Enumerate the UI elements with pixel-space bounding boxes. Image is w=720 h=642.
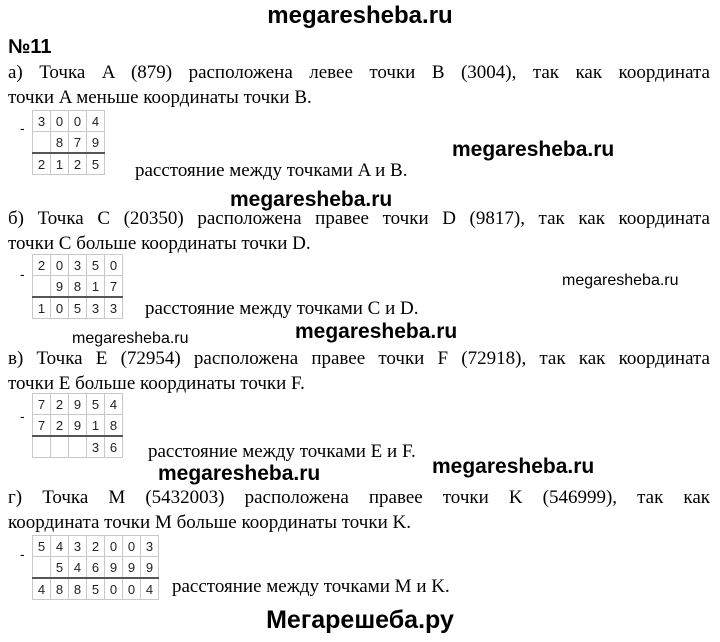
part-b-text: [8, 206, 710, 256]
digit: 9: [51, 276, 69, 298]
digit: 0: [51, 255, 69, 276]
digit: 9: [141, 557, 159, 579]
part-v-text: [8, 346, 710, 396]
digit: [51, 436, 69, 458]
digit: [33, 436, 51, 458]
part-g-subtraction-grid: [32, 535, 159, 600]
digit: 0: [51, 297, 69, 319]
part-g-minuend-row: [33, 536, 159, 557]
digit: 0: [105, 255, 123, 276]
digit: [33, 276, 51, 298]
digit: 4: [87, 111, 105, 132]
part-b-subtraction-grid: [32, 254, 123, 319]
task-number: №11: [8, 36, 52, 58]
digit: [69, 436, 87, 458]
digit: 3: [87, 297, 105, 319]
digit: 7: [33, 394, 51, 415]
part-b-caption: расстояние между точками C и D.: [145, 298, 419, 319]
digit: 5: [87, 394, 105, 415]
part-a-line1: а) Точка A (879) расположена левее точки B (3004), так как координата: [8, 62, 710, 83]
digit: 7: [105, 276, 123, 298]
part-b-line2: точки C больше координаты точки D.: [8, 233, 311, 254]
part-a-caption: расстояние между точками A и B.: [135, 160, 408, 181]
digit: 0: [105, 578, 123, 600]
digit: 3: [69, 255, 87, 276]
watermark-top: megaresheba.ru: [267, 2, 453, 29]
watermark-a-right: megaresheba.ru: [452, 138, 615, 161]
digit: 0: [123, 536, 141, 557]
digit: 9: [87, 132, 105, 154]
part-b-minuend-row: [33, 255, 123, 276]
part-a-text: [8, 60, 710, 110]
digit: 2: [33, 153, 51, 175]
part-b-line1: б) Точка C (20350) расположена правее точки D (9817), так как координата: [8, 208, 710, 229]
digit: 8: [105, 415, 123, 437]
part-a-result-row: [33, 153, 105, 175]
part-v-line2: точки E больше координаты точки F.: [8, 373, 305, 394]
digit: 2: [51, 415, 69, 437]
digit: 6: [105, 436, 123, 458]
part-v-subtraction-grid: [32, 393, 123, 458]
digit: 4: [69, 557, 87, 579]
digit: 9: [123, 557, 141, 579]
part-g-line2: координата точки M больше координаты точки K.: [8, 512, 411, 533]
digit: 5: [69, 297, 87, 319]
digit: 0: [123, 578, 141, 600]
digit: 4: [33, 578, 51, 600]
digit: 5: [51, 557, 69, 579]
watermark-b-right-small: megaresheba.ru: [562, 272, 679, 289]
digit: 7: [69, 132, 87, 154]
watermark-g-right: megaresheba.ru: [432, 455, 595, 478]
part-v-subtrahend-row: [33, 415, 123, 437]
digit: 3: [141, 536, 159, 557]
part-a-line2: точки A меньше координаты точки B.: [8, 87, 312, 108]
digit: 0: [105, 536, 123, 557]
part-b-subtrahend-row: [33, 276, 123, 298]
watermark-g-left: megaresheba.ru: [158, 462, 321, 485]
digit: 8: [69, 276, 87, 298]
part-g-result-row: [33, 578, 159, 600]
digit: 8: [51, 578, 69, 600]
digit: 0: [51, 111, 69, 132]
digit: 7: [33, 415, 51, 437]
digit: 2: [51, 394, 69, 415]
watermark-v-center: megaresheba.ru: [295, 320, 458, 343]
digit: 5: [87, 153, 105, 175]
digit: 1: [87, 415, 105, 437]
digit: [33, 132, 51, 154]
digit: 8: [51, 132, 69, 154]
digit: 2: [69, 153, 87, 175]
part-a-subtrahend-row: [33, 132, 105, 154]
digit: 1: [33, 297, 51, 319]
digit: 3: [33, 111, 51, 132]
digit: 2: [87, 536, 105, 557]
digit: 5: [87, 255, 105, 276]
digit: 6: [87, 557, 105, 579]
digit: 9: [105, 557, 123, 579]
watermark-v-left-small: megaresheba.ru: [72, 330, 189, 347]
digit: 4: [141, 578, 159, 600]
part-g-caption: расстояние между точками M и K.: [172, 576, 450, 597]
part-a-subtraction-grid: [32, 110, 105, 175]
part-v-result-row: [33, 436, 123, 458]
part-b-result-row: [33, 297, 123, 319]
digit: 3: [87, 436, 105, 458]
digit: 9: [69, 415, 87, 437]
digit: 0: [69, 111, 87, 132]
part-a-minuend-row: [33, 111, 105, 132]
digit: 3: [105, 297, 123, 319]
digit: 3: [69, 536, 87, 557]
digit: 9: [69, 394, 87, 415]
part-b-minus-sign: -: [20, 266, 25, 282]
part-a-minus-sign: -: [20, 120, 25, 136]
part-v-caption: расстояние между точками E и F.: [148, 441, 416, 462]
digit: 5: [33, 536, 51, 557]
digit: 8: [69, 578, 87, 600]
part-g-line1: г) Точка M (5432003) расположена правее точки K (546999), так как: [8, 487, 710, 508]
digit: 1: [51, 153, 69, 175]
digit: 4: [51, 536, 69, 557]
watermark-b-top: megaresheba.ru: [230, 188, 393, 211]
digit: 5: [87, 578, 105, 600]
part-v-minuend-row: [33, 394, 123, 415]
watermark-bottom: Мегарешеба.ру: [266, 606, 454, 634]
part-v-minus-sign: -: [20, 408, 25, 424]
digit: 1: [87, 276, 105, 298]
part-g-minus-sign: -: [20, 546, 25, 562]
part-g-subtrahend-row: [33, 557, 159, 579]
digit: [33, 557, 51, 579]
digit: 2: [33, 255, 51, 276]
digit: 4: [105, 394, 123, 415]
part-g-text: [8, 485, 710, 535]
part-v-line1: в) Точка E (72954) расположена правее точки F (72918), так как координата: [8, 348, 710, 369]
